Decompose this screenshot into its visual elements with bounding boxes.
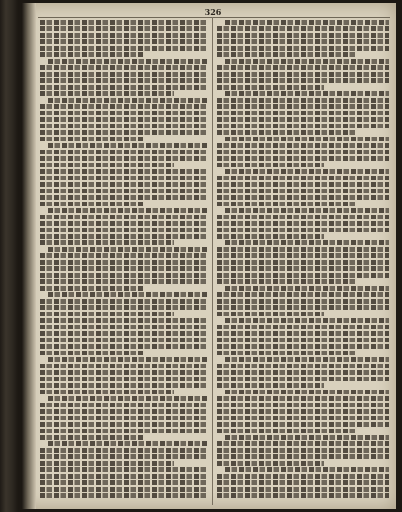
text-line: [217, 409, 389, 414]
text-line: [48, 59, 208, 64]
text-line: [40, 390, 174, 395]
text-line: [217, 253, 389, 258]
text-line: [40, 448, 208, 453]
text-line: [217, 111, 389, 116]
text-line: [40, 234, 208, 239]
text-line: [40, 195, 208, 200]
text-line: [217, 305, 389, 310]
text-line: [40, 429, 208, 434]
text-line: [225, 208, 389, 213]
text-line: [40, 454, 208, 459]
text-line: [217, 429, 355, 434]
column-divider: [212, 17, 213, 505]
text-line: [40, 338, 208, 343]
text-line: [217, 78, 389, 83]
text-line: [217, 331, 389, 336]
text-line: [225, 467, 389, 472]
text-line: [40, 124, 208, 129]
text-line: [217, 279, 355, 284]
text-line: [217, 325, 389, 330]
text-line: [217, 422, 389, 427]
text-line: [40, 273, 208, 278]
text-line: [40, 26, 208, 31]
text-line: [217, 461, 324, 466]
text-line: [217, 493, 389, 498]
text-line: [217, 39, 389, 44]
text-line: [217, 85, 324, 90]
text-line: [217, 195, 389, 200]
text-line: [217, 266, 389, 271]
text-line: [217, 228, 389, 233]
text-line: [40, 266, 208, 271]
text-line: [225, 357, 389, 362]
text-line: [217, 189, 389, 194]
text-line: [217, 65, 389, 70]
text-line: [40, 299, 208, 304]
text-line: [217, 33, 389, 38]
text-line: [217, 441, 389, 446]
text-line: [217, 98, 389, 103]
text-line: [40, 279, 208, 284]
text-line: [217, 338, 389, 343]
text-line: [40, 163, 174, 168]
text-line: [40, 182, 208, 187]
text-line: [217, 487, 389, 492]
text-line: [225, 137, 389, 142]
text-line: [40, 344, 208, 349]
text-line: [40, 461, 174, 466]
text-line: [48, 357, 208, 362]
text-line: [40, 65, 208, 70]
text-line: [225, 318, 389, 323]
text-line: [40, 169, 208, 174]
text-line: [40, 104, 208, 109]
text-line: [40, 33, 208, 38]
text-line: [217, 416, 389, 421]
text-line: [40, 286, 144, 291]
text-line: [217, 143, 389, 148]
text-line: [40, 52, 144, 57]
text-line: [40, 111, 208, 116]
text-line: [217, 364, 389, 369]
text-line: [40, 480, 208, 485]
text-line: [217, 448, 389, 453]
text-line: [48, 441, 208, 446]
text-line: [225, 390, 389, 395]
text-line: [40, 228, 208, 233]
text-line: [40, 409, 208, 414]
text-line: [217, 26, 389, 31]
text-line: [217, 46, 389, 51]
text-line: [40, 137, 144, 142]
text-line: [217, 403, 389, 408]
text-line: [217, 273, 389, 278]
text-line: [40, 189, 208, 194]
text-line: [40, 422, 208, 427]
text-line: [48, 396, 208, 401]
text-line: [48, 98, 208, 103]
text-line: [40, 474, 208, 479]
text-line: [40, 20, 208, 25]
text-line: [217, 454, 389, 459]
text-line: [225, 286, 389, 291]
text-line: [217, 260, 389, 265]
text-line: [217, 72, 389, 77]
text-line: [217, 117, 389, 122]
right-text-column: [217, 20, 389, 506]
text-line: [217, 130, 355, 135]
text-line: [225, 240, 389, 245]
text-line: [40, 377, 208, 382]
text-line: [40, 215, 208, 220]
text-line: [217, 163, 324, 168]
text-line: [217, 150, 389, 155]
text-line: [40, 370, 208, 375]
text-line: [40, 305, 208, 310]
text-line: [40, 383, 208, 388]
text-line: [40, 260, 208, 265]
text-line: [40, 150, 208, 155]
text-line: [217, 221, 389, 226]
text-line: [40, 202, 144, 207]
text-line: [40, 435, 144, 440]
text-line: [40, 467, 208, 472]
text-line: [225, 20, 389, 25]
text-line: [217, 370, 389, 375]
text-line: [225, 59, 389, 64]
text-line: [217, 202, 355, 207]
text-line: [217, 344, 389, 349]
left-text-column: [40, 20, 208, 506]
text-line: [217, 480, 389, 485]
text-line: [40, 331, 208, 336]
text-line: [40, 46, 208, 51]
text-line: [217, 182, 389, 187]
book-page: [22, 3, 396, 509]
text-line: [40, 176, 208, 181]
header-rule: [38, 17, 390, 18]
text-line: [40, 403, 208, 408]
text-line: [217, 292, 389, 297]
text-line: [217, 176, 389, 181]
text-line: [40, 72, 208, 77]
text-line: [40, 325, 208, 330]
text-line: [225, 435, 389, 440]
text-line: [40, 39, 208, 44]
text-line: [40, 416, 208, 421]
text-line: [217, 312, 324, 317]
text-line: [217, 104, 389, 109]
text-line: [217, 474, 389, 479]
text-line: [225, 169, 389, 174]
text-line: [48, 247, 208, 252]
text-line: [217, 156, 389, 161]
text-line: [40, 493, 208, 498]
text-line: [40, 253, 208, 258]
page-number: 326: [204, 7, 222, 17]
text-line: [40, 312, 174, 317]
text-line: [217, 52, 355, 57]
text-line: [217, 396, 389, 401]
text-line: [40, 221, 208, 226]
text-line: [40, 487, 208, 492]
text-line: [48, 208, 208, 213]
text-line: [217, 383, 324, 388]
text-line: [217, 377, 389, 382]
text-line: [217, 351, 355, 356]
text-line: [48, 292, 208, 297]
text-line: [40, 364, 208, 369]
text-line: [40, 117, 208, 122]
text-line: [217, 299, 389, 304]
text-line: [40, 156, 208, 161]
text-line: [217, 124, 389, 129]
text-line: [40, 91, 174, 96]
text-line: [40, 318, 208, 323]
text-line: [40, 240, 174, 245]
text-line: [217, 247, 389, 252]
text-line: [40, 351, 144, 356]
text-line: [225, 91, 389, 96]
text-line: [217, 215, 389, 220]
page-gutter: [22, 3, 36, 509]
text-line: [48, 143, 208, 148]
text-line: [40, 85, 208, 90]
text-line: [40, 130, 208, 135]
text-line: [40, 78, 208, 83]
text-line: [217, 234, 324, 239]
